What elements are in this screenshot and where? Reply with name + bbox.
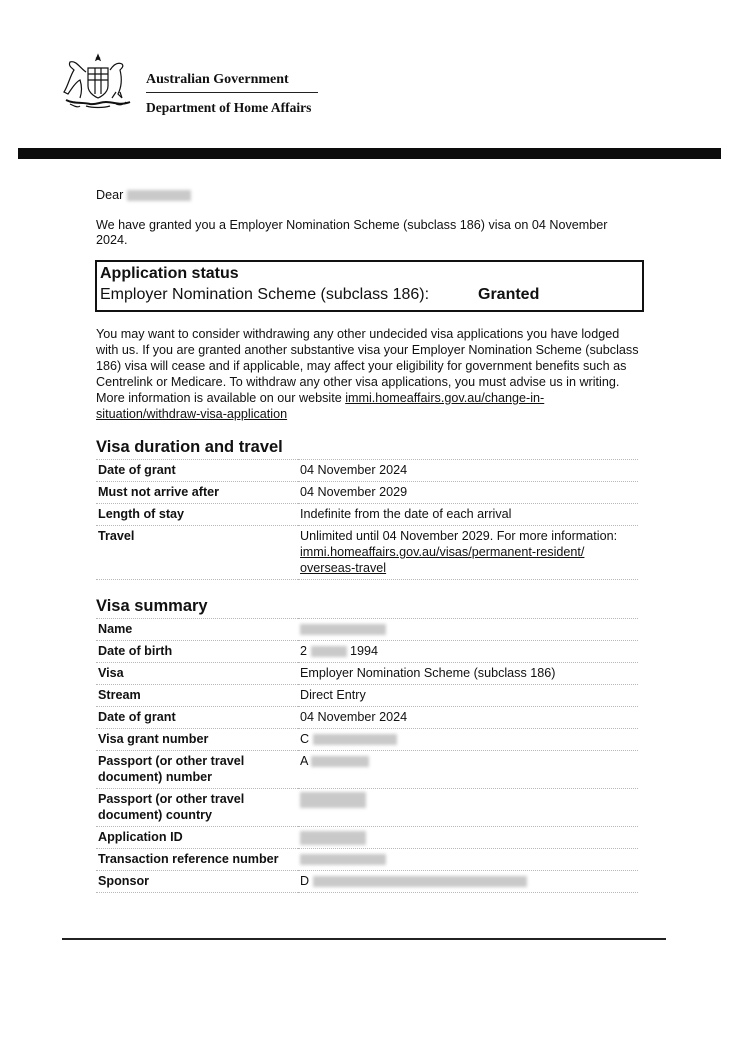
row-value [298,729,638,751]
travel-link-line2: overseas-travel [300,561,387,575]
table-row [96,827,638,849]
org-name: Australian Government [146,72,289,87]
row-label: Length of stay [96,504,298,526]
travel-link-line1: immi.homeaffairs.gov.au/visas/permanent-resident/ [300,545,585,559]
row-value: Indefinite from the date of each arrival [298,504,638,526]
application-status-box [95,260,644,312]
redacted-value [313,734,397,745]
status-row [100,284,640,306]
department-name: Department of Home Affairs [146,100,312,115]
row-value [298,789,638,827]
salutation-text: Dear [96,188,124,202]
row-label: Name [96,619,298,641]
status-visa: Employer Nomination Scheme (subclass 186): [100,286,430,303]
row-value [298,641,638,663]
table-row [96,871,638,893]
table-row [96,460,638,482]
redacted-value [311,646,347,657]
row-value [298,751,638,789]
table-row [96,707,638,729]
letter-body [96,186,642,893]
status-title: Application status [100,265,239,282]
travel-link[interactable] [300,545,584,575]
redacted-name [127,190,191,201]
dob-prefix: 2 [300,644,308,658]
row-label: Date of birth [96,641,298,663]
visa-duration-table [96,459,638,580]
footer-divider [62,938,666,940]
table-row [96,729,638,751]
grant-number-prefix: C [300,732,310,746]
coat-of-arms-icon [56,52,140,116]
travel-value [298,526,638,580]
row-value [298,871,638,893]
table-row [96,526,638,580]
row-label: Visa [96,663,298,685]
row-label: Travel [96,526,298,580]
row-label: Date of grant [96,460,298,482]
redacted-value [300,831,366,845]
row-label: Stream [96,685,298,707]
row-label: Date of grant [96,707,298,729]
salutation [96,186,642,204]
status-value: Granted [478,286,540,303]
row-label: Passport (or other travel document) country [96,789,298,827]
table-row [96,789,638,827]
travel-text: Unlimited until 04 November 2029. For more information: [300,529,618,543]
withdraw-paragraph [96,326,642,422]
row-label: Visa grant number [96,729,298,751]
row-label: Passport (or other travel document) number [96,751,298,789]
withdraw-text: You may want to consider withdrawing any other undecided visa applications you have lodged with us. If you are granted another substantive visa your Employer Nomination Scheme (subclass 186) visa will cease and if applicable, may affect your eligibility for government benefits such as Centrelink or Medicare. To withdraw any other visa applications, you must advise us in writing. More information is available on our website [96,327,639,405]
row-value [298,849,638,871]
sponsor-prefix: D [300,874,310,888]
table-row [96,504,638,526]
row-label: Transaction reference number [96,849,298,871]
redacted-value [300,854,386,865]
row-label: Sponsor [96,871,298,893]
visa-duration-heading: Visa duration and travel [96,438,283,456]
row-label: Application ID [96,827,298,849]
table-row [96,849,638,871]
redacted-value [311,756,369,767]
org-divider [146,92,318,93]
visa-summary-heading: Visa summary [96,597,208,615]
withdraw-link[interactable]: immi.homeaffairs.gov.au/change-in-situation/withdraw-visa-application [96,391,545,421]
row-value: 04 November 2024 [298,460,638,482]
row-label: Must not arrive after [96,482,298,504]
row-value [298,827,638,849]
table-row [96,685,638,707]
row-value [298,619,638,641]
row-value: 04 November 2029 [298,482,638,504]
redacted-value [313,876,527,887]
table-row [96,482,638,504]
visa-summary-table [96,618,638,893]
table-row [96,751,638,789]
header-bar [18,148,721,159]
row-value: Direct Entry [298,685,638,707]
row-value: Employer Nomination Scheme (subclass 186) [298,663,638,685]
table-row [96,619,638,641]
table-row [96,663,638,685]
table-row [96,641,638,663]
passport-number-prefix: A [300,754,308,768]
dob-suffix: 1994 [350,644,379,658]
row-value: 04 November 2024 [298,707,638,729]
grant-intro: We have granted you a Employer Nomination Scheme (subclass 186) visa on 04 November 2024. [96,218,608,247]
redacted-value [300,792,366,808]
redacted-value [300,624,386,635]
